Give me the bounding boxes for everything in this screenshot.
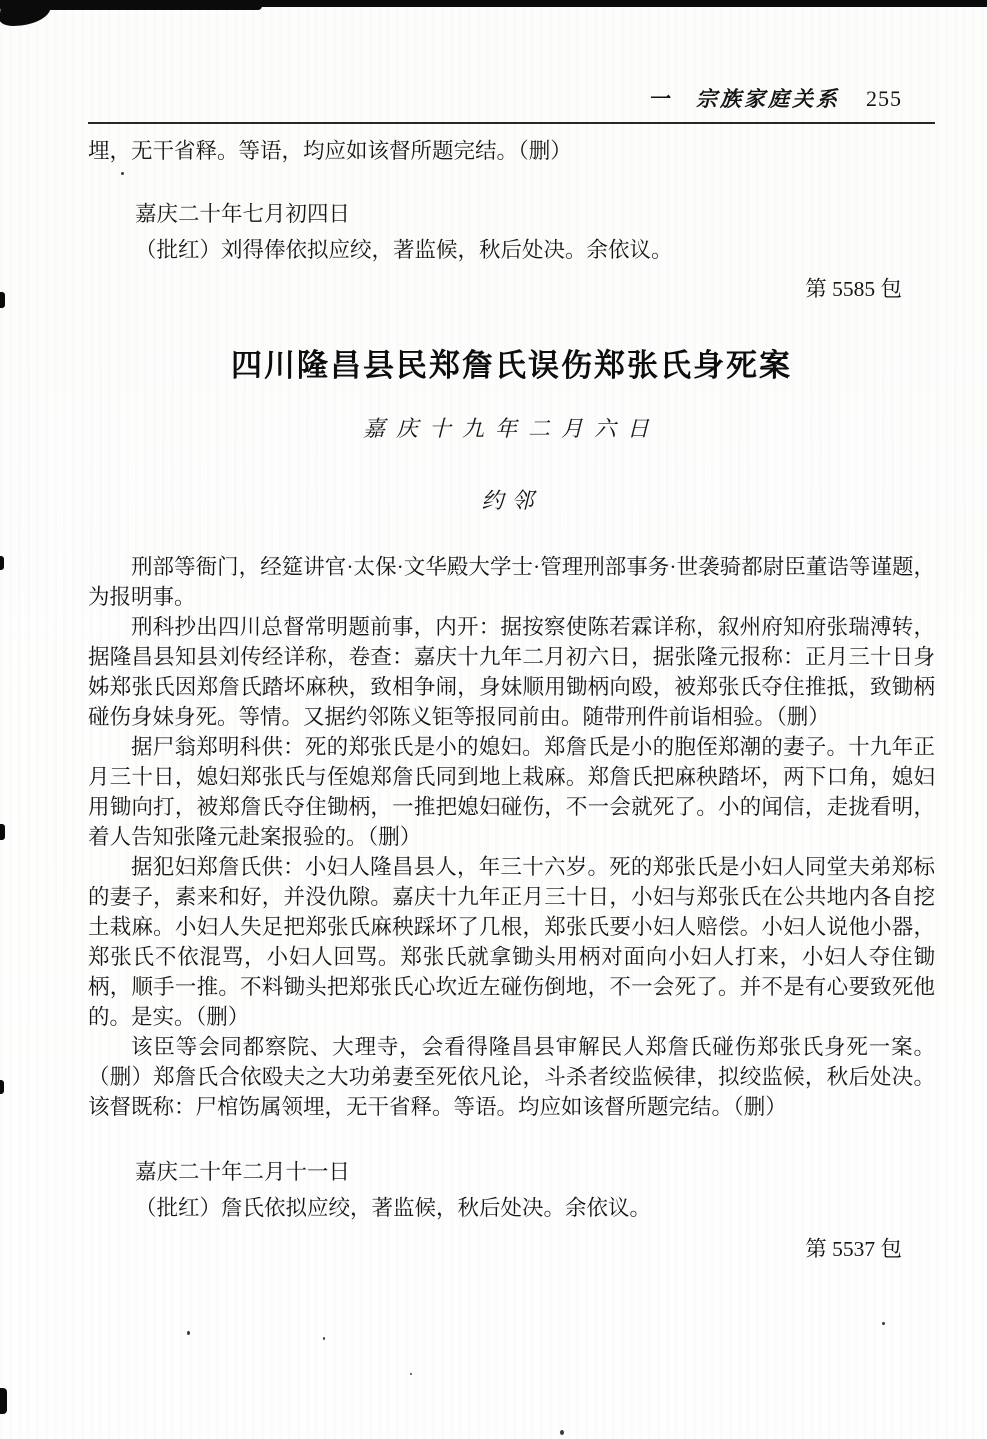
rescript-line: （批红）刘得俸依拟应绞，著监候，秋后处决。余依议。 (135, 238, 673, 262)
chapter-heading: 一 宗族家庭关系 (648, 87, 840, 111)
case-paragraph: 刑部等衙门，经筵讲官·太保·文华殿大学士·管理刑部事务·世袭骑都尉臣董诰等谨题，为报明事。 (88, 555, 935, 609)
previous-case-closing-line: 埋，无干省释。等语，均应如该督所题完结。（删） (88, 139, 572, 163)
scan-speck (410, 1373, 412, 1375)
case-subtitle: 约邻 (481, 488, 542, 513)
case-paragraph: 该臣等会同都察院、大理寺，会看得隆昌县审解民人郑詹氏碰伤郑张氏身死一案。（删）郑詹氏合依殴夫之大功弟妻至死依凡论，斗杀者绞监候律，拟绞监候，秋后处决。该督既称：尸棺饬属领埋，无干省释。等语。均应如该督所题完结。（删） (88, 1035, 935, 1119)
scan-speck (560, 1430, 564, 1435)
header-rule (88, 122, 935, 124)
scan-speck (323, 1337, 325, 1340)
date-line: 嘉庆二十年七月初四日 (135, 202, 351, 226)
case-paragraph: 据尸翁郑明科供：死的郑张氏是小的媳妇。郑詹氏是小的胞侄郑潮的妻子。十九年正月三十日，媳妇郑张氏与侄媳郑詹氏同到地上栽麻。郑詹氏把麻秧踏坏，两下口角，媳妇用锄向打，被郑詹氏夺住锄柄，一推把媳妇碰伤，不一会就死了。小的闻信，走拢看明，着人告知张隆元赴案报验的。（删） (88, 735, 935, 849)
case-title: 四川隆昌县民郑詹氏误伤郑张氏身死案 (231, 348, 792, 383)
case-body (88, 552, 935, 1122)
rescript-line: （批红）詹氏依拟应绞，著监候，秋后处决。余依议。 (135, 1196, 652, 1220)
scan-speck (882, 1322, 885, 1325)
scan-artifact-bottom-corner (0, 1388, 7, 1414)
case-date: 嘉庆十九年二月六日 (362, 416, 660, 441)
previous-case-date-block (135, 196, 935, 268)
archive-number: 第 5537 包 (805, 1237, 902, 1261)
scan-speck (187, 1331, 190, 1335)
page-number: 255 (866, 86, 902, 111)
case-paragraph: 刑科抄出四川总督常明题前事，内开：据按察使陈若霖详称，叙州府知府张瑞溥转，据隆昌县知县刘传经详称，卷查：嘉庆十九年二月初六日，据张隆元报称：正月三十日身姊郑张氏因郑詹氏踏坏麻秧，致相争闹，身妹顺用锄柄向殴，被郑张氏夺住推抵，致锄柄碰伤身妹身死。等情。又据约邻陈义钜等报同前由。随带刑件前诣相验。（删） (88, 615, 935, 729)
case-paragraph: 据犯妇郑詹氏供：小妇人隆昌县人，年三十六岁。死的郑张氏是小妇人同堂夫弟郑标的妻子，素来和好，并没仇隙。嘉庆十九年正月三十日，小妇与郑张氏在公共地内各自挖土栽麻。小妇人失足把郑张氏麻秧踩坏了几根，郑张氏要小妇人赔偿。小妇人说他小器，郑张氏不依混骂，小妇人回骂。郑张氏就拿锄头用柄对面向小妇人打来，小妇人夺住锄柄，顺手一推。不料锄头把郑张氏心坎近左碰伤倒地，不一会死了。并不是有心要致死他的。是实。（删） (88, 855, 935, 1029)
running-head (88, 0, 935, 114)
case-date-block (135, 1154, 935, 1226)
date-line: 嘉庆二十年二月十一日 (135, 1160, 351, 1184)
archive-number: 第 5585 包 (805, 277, 902, 301)
